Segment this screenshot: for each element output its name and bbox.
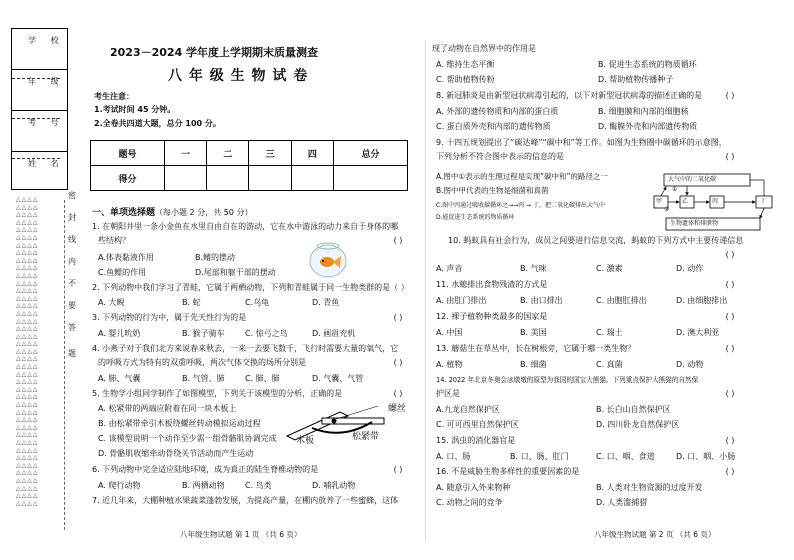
seal-char: 答: [68, 323, 76, 332]
option: A. 爬行动物: [98, 481, 141, 490]
score-header: 二: [207, 141, 249, 166]
option: C. 该模型说明一个动作至少需一组骨骼肌协调完成: [98, 434, 277, 443]
score-table: [90, 140, 408, 191]
option: B. 细菌: [520, 360, 547, 369]
option: B. 由松紧带牵引木板绕螺丝转动模拟运动过程: [98, 419, 261, 428]
option: D. 动作: [676, 264, 704, 273]
score-header: 总分: [334, 141, 408, 166]
school-line: [12, 78, 60, 79]
option: B. 促进生态系统的物质循环: [598, 60, 697, 69]
option: B. 长白山自然保护区: [596, 405, 671, 414]
option: D.尾部和躯干部的摆动: [195, 268, 276, 277]
option: A. 大鲵: [98, 298, 125, 307]
option: B. 气管、肺: [182, 374, 225, 383]
seal-triangles: △△△△ △△△△ △△△△ △△△△ △△△△ △△△△ △△△△ △△△△ △△△△ △△△△ △△△△ △△△△ △△△△ △△△△ △△△△ △△△△ △△△△ △△△△ △△△△ △△△△ △△△△ △△△△ △△△△ △△△△ △△△△ △△△△ △△△△ △△△△ △△△△ △△△△ △△△△ △△△△ △△△△ △△△△ △△△△ △△△△ △△△△ △△△△ △△△△ △△△△ △△△△: [16, 196, 39, 507]
bolt-mark: [332, 419, 337, 424]
option: C. 鸟类: [245, 481, 272, 490]
seal-char: 要: [68, 301, 76, 310]
option: A.九龙自然保护区: [436, 405, 500, 414]
option: D. 由细胞排出: [676, 296, 728, 305]
diagram-bottom-label: 生物遗体和排泄物: [670, 220, 719, 227]
option: D. 人类滥捕猎: [596, 498, 648, 507]
question-12-stem: 12. 裸子植物种类最多的国家是: [436, 312, 548, 321]
notice-heading: 考生注意：: [94, 92, 134, 101]
notice-item: 1.考试时间 45 分钟。: [94, 105, 176, 114]
answer-paren[interactable]: ( ): [725, 250, 735, 259]
answer-paren[interactable]: ( ): [725, 436, 735, 445]
answer-paren[interactable]: ( ): [725, 344, 735, 353]
upper-board: [322, 418, 384, 424]
score-cell[interactable]: [164, 166, 206, 191]
question-9-stem-line: 9. 十四五规划提出了“碳达峰”“碳中和”等工作。如图为生物圈中碳循环的示意图，: [436, 138, 727, 147]
exam-title: 八 年 级 生 物 试 卷: [168, 68, 309, 84]
exam-line: [12, 158, 60, 159]
option: D. 酶膜外壳和内部遗传物质: [598, 122, 698, 131]
answer-paren[interactable]: ( ): [393, 358, 403, 367]
answer-paren[interactable]: ( ): [725, 312, 735, 321]
question-8-stem: 8. 新冠肺炎是由新型冠状病毒引起的，以下对新型冠状病毒的描述正确的是: [436, 91, 703, 100]
score-header: 题号: [91, 141, 165, 166]
option: C. 惊弓之鸟: [245, 329, 288, 338]
option: D. 骨骼肌收缩牵动骨绕关节活动而产生运动: [98, 449, 254, 458]
answer-paren[interactable]: ( ): [725, 389, 735, 398]
option: A. 肺、气囊: [98, 374, 141, 383]
question-10-stem: 10. 蚂蚁具有社会行为，成员之间要进行信息交流，蚂蚁的下列方式中主要传递信息: [448, 236, 744, 245]
option: C. 瑞士: [596, 328, 623, 337]
answer-paren[interactable]: ( ): [725, 280, 735, 289]
question-7-cont: 现了动物在自然界中的作用是: [432, 44, 536, 53]
option: A. 外部的遗传物质和内部的蛋白质: [436, 107, 559, 116]
section-note: （每小题 2 分，共 50 分）: [155, 208, 253, 217]
option: C. 真菌: [596, 360, 623, 369]
diagram-node: 丙: [712, 198, 719, 205]
score-cell[interactable]: [334, 166, 408, 191]
option: D. 画眉充机: [312, 329, 356, 338]
option: C. 帮助植物传粉: [436, 75, 495, 84]
goldfish-body: [320, 257, 334, 267]
grade-label: 年 级: [28, 77, 65, 86]
option: C. 蛋白质外壳和内部的遗传物质: [436, 122, 551, 131]
option: C. 激素: [596, 264, 623, 273]
score-header: 四: [291, 141, 333, 166]
option: C. 口、咽、食道: [596, 452, 655, 461]
school-label: 学 校: [28, 36, 65, 45]
option: B. 猴子骑车: [182, 329, 225, 338]
option: B. 两栖动物: [182, 481, 225, 490]
seal-char: 题: [68, 349, 76, 358]
option: A. 松紧带的两端应附着在同一块木板上: [98, 404, 237, 413]
question-11-stem: 11. 水螅排出食物残渣的方式是: [436, 280, 548, 289]
question-4-stem-line: 4. 小燕子对于我们北方来说春来秋去，一来一去要飞数千，飞行时需要大量的氧气，它: [92, 344, 399, 353]
option: A. 口、肠: [436, 452, 471, 461]
option: C.图中丙通过吸收碳循环之→→丙 → 丁，把二氧化碳排出大气中: [436, 202, 605, 209]
question-6-stem: 6. 下列动物中完全适应陆地环境，成为真正的陆生脊椎动物的是: [92, 465, 319, 474]
option: D. 口、咽、小肠: [676, 452, 736, 461]
exam-number-label: 考 号: [28, 118, 65, 127]
board-label: 木板: [296, 436, 315, 446]
diagram-node: 乙: [682, 198, 689, 205]
option: D. 哺乳动物: [312, 481, 356, 490]
option: C.鱼鳔的作用: [98, 268, 147, 277]
option: B. 细胞膜和内部的细胞核: [598, 107, 689, 116]
answer-paren[interactable]: ( ): [393, 236, 403, 245]
score-header: 三: [249, 141, 291, 166]
option: A.体表黏液作用: [98, 253, 154, 262]
diagram-node: 甲: [656, 198, 663, 205]
option: C. 由胞肛排出: [596, 296, 647, 305]
answer-paren[interactable]: ( ): [725, 91, 735, 100]
score-cell[interactable]: [291, 166, 333, 191]
notice-item: 2.全卷共四道大题，总分 100 分。: [94, 119, 221, 128]
option: A.图中①表示的生理过程是实现“碳中和”的路径之一: [436, 172, 608, 181]
option: C. 可可西里自然保护区: [436, 420, 519, 429]
option: B. 美国: [520, 328, 547, 337]
question-3-stem: 3. 下列动物的行为中，属于先天性行为的是: [92, 313, 247, 322]
question-5-stem: 5. 生物学小组同学制作了如图模型，下列关于该模型的分析，正确的是: [92, 389, 343, 398]
option: D. 帮助植物传播种子: [598, 75, 674, 84]
option: A. 声音: [436, 264, 463, 273]
option: C. 动物之间的竞争: [436, 498, 503, 507]
option: D. 澳大利亚: [676, 328, 720, 337]
option: A. 随意引入外来物种: [436, 483, 511, 492]
question-7-stem: 7. 近几年来，大棚种植水果蔬菜蓬勃发展，为提高产量，在棚内放养了一些蜜蜂，这体: [92, 496, 399, 505]
option: A. 由肛门排出: [436, 296, 487, 305]
option: B.图中甲代表的生物是细菌和真菌: [436, 186, 549, 195]
diagram-mark: ②: [664, 206, 670, 213]
seal-char: 封: [68, 213, 76, 222]
option: B.鳍的摆动: [195, 253, 236, 262]
question-9-stem-line: 下列分析不符合图中表示的信息的是: [436, 152, 564, 161]
answer-paren[interactable]: ( ): [393, 465, 403, 474]
question-1-stem-line: 1. 在朝阳井里一条小金鱼在水里自由自在的游动，它在水中游泳的动力来自于身体的哪: [92, 222, 399, 231]
option: C. 肺、肺: [245, 374, 280, 383]
answer-paren[interactable]: ( ): [393, 313, 403, 322]
seal-char: 不: [68, 279, 76, 288]
column-separator: [425, 40, 426, 540]
goldfish-bowl-figure: [308, 240, 348, 278]
option: B. 口、肠、肛门: [510, 452, 569, 461]
bolt-label: 螺丝: [388, 404, 407, 414]
seal-line: [64, 200, 65, 530]
answer-paren[interactable]: ( ): [725, 152, 735, 161]
footer-left: 八年级生物试题 第 1 页 （共 6 页）: [180, 530, 302, 539]
option: A. 植物: [436, 360, 463, 369]
option: D.能促进生态系统的物质循环: [436, 214, 515, 221]
exam-year-title: 2023－2024 学年度上学期期末质量测查: [110, 46, 319, 59]
option: D. 动物: [676, 360, 704, 369]
name-label: 姓 名: [28, 159, 65, 168]
option: D. 气囊、气管: [312, 374, 364, 383]
option: D. 四川卧龙自然保护区: [596, 420, 680, 429]
question-14-stem-line: 护区是: [436, 389, 460, 398]
option: B. 蛇: [182, 298, 201, 307]
grade-line: [12, 118, 60, 119]
score-header: 一: [164, 141, 206, 166]
answer-paren[interactable]: ( ): [393, 389, 403, 398]
score-cell[interactable]: [207, 166, 249, 191]
question-13-stem: 13. 蘑菇生在草丛中，长在树根旁，它属于哪一类生物？: [436, 344, 636, 353]
option: B. 由口排出: [520, 296, 563, 305]
section-title: [92, 208, 252, 218]
question-2-stem: 2. 下列动物中我们学习了青蛙，它属于两栖动物，下列和青蛙属于同一生物类群的是（ ）: [92, 283, 409, 292]
strap-label: 松紧带: [352, 432, 380, 442]
diagram-top-label: 大气中的二氧化碳: [668, 176, 717, 183]
option: C.乌龟: [245, 298, 270, 307]
seal-char: 线: [68, 235, 76, 244]
option: D. 青鱼: [312, 298, 340, 307]
question-1-stem-line: 些结构？: [98, 236, 130, 245]
question-4-stem-line: 的呼吸方式为特有的双重呼吸，两次气体交换的场所分别是: [98, 358, 306, 367]
diagram-node: 丁: [760, 198, 767, 205]
option: A. 婴儿吮奶: [98, 329, 141, 338]
score-cell[interactable]: [249, 166, 291, 191]
footer-right: 八年级生物试题 第 2 页 （共 6 页）: [594, 530, 716, 539]
option: B. 气味: [520, 264, 547, 273]
option: A. 维持生态平衡: [436, 60, 495, 69]
student-info-box: [11, 28, 68, 190]
question-15-stem: 15. 涡虫的消化器官是: [436, 436, 516, 445]
diagram-mark: ①: [672, 186, 678, 193]
question-16-stem: 16. 不是威胁生物多样性的重要因素的是: [436, 467, 580, 476]
option: B. 人类对生物资源的过度开发: [596, 483, 703, 492]
option: A. 中国: [436, 328, 463, 337]
score-row-label: 得分: [91, 166, 165, 191]
seal-char: 密: [68, 191, 76, 200]
seal-char: 内: [68, 257, 76, 266]
question-14-stem-line: 14. 2022 年北京冬奥会冰墩墩的原型为我国的国宝大熊猫。下列重点保护大熊猫的自然保: [436, 376, 699, 384]
section-title-text: 一、单项选择题: [92, 208, 156, 218]
answer-paren[interactable]: ( ): [725, 467, 735, 476]
